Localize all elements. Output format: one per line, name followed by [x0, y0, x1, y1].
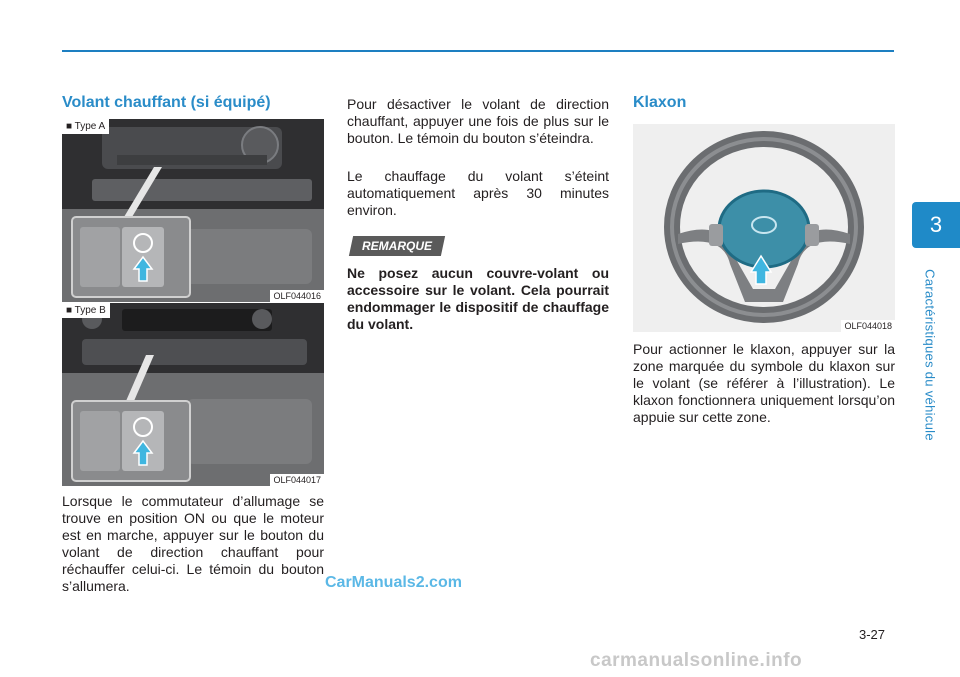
watermark-carmanuals2: CarManuals2.com — [325, 574, 462, 591]
figure-horn-code: OLF044018 — [841, 320, 895, 332]
figure-b-type-label: ■ Type B — [62, 303, 110, 318]
dashboard-illustration-a — [62, 119, 324, 302]
watermark-carmanualsonline: carmanualsonline.info — [590, 650, 803, 671]
note-text: Ne posez aucun couvre-volant ou accessoire sur le volant. Cela pourrait endommager le dispositif de chauffage du volant. — [347, 265, 609, 332]
page-number: 3-27 — [859, 627, 886, 642]
section-title-heated-wheel: Volant chauffant (si équipé) — [62, 94, 271, 111]
note-label: REMARQUE — [361, 239, 432, 253]
steering-wheel-illustration — [633, 124, 895, 332]
figure-b-code: OLF044017 — [270, 474, 324, 486]
figure-a-code: OLF044016 — [270, 290, 324, 302]
dashboard-illustration-b — [62, 303, 324, 486]
paragraph-horn: Pour actionner le klaxon, appuyer sur la zone marquée du symbole du klaxon sur le volant (se référer à l’illustration). Le klaxon fonctionnera uniquement lorsqu’on appuie sur cette zone. — [633, 341, 895, 425]
figure-steering-wheel — [633, 124, 895, 332]
figure-a-type-label: ■ Type A — [62, 119, 109, 134]
section-title-horn: Klaxon — [633, 94, 687, 111]
paragraph-auto-off: Le chauffage du volant s’éteint automatiquement après 30 minutes environ. — [347, 168, 609, 218]
paragraph-heated-wheel-off: Pour désactiver le volant de direction chauffant, appuyer une fois de plus sur le bouton. Le témoin du bouton s’éteindra. — [347, 96, 609, 146]
chapter-side-label: Caractéristiques du véhicule — [922, 269, 938, 441]
chapter-tab: 3 — [912, 202, 960, 248]
header-rule — [62, 50, 894, 52]
figure-type-b — [62, 303, 324, 486]
note-badge — [349, 236, 445, 256]
paragraph-heated-wheel-on: Lorsque le commutateur d’allumage se trouve en position ON ou que le moteur est en marche, appuyer sur le bouton du volant de direction chauffant pour réchauffer celui-ci. Le témoin du bouton s’allumera. — [62, 493, 324, 594]
figure-type-a — [62, 119, 324, 302]
